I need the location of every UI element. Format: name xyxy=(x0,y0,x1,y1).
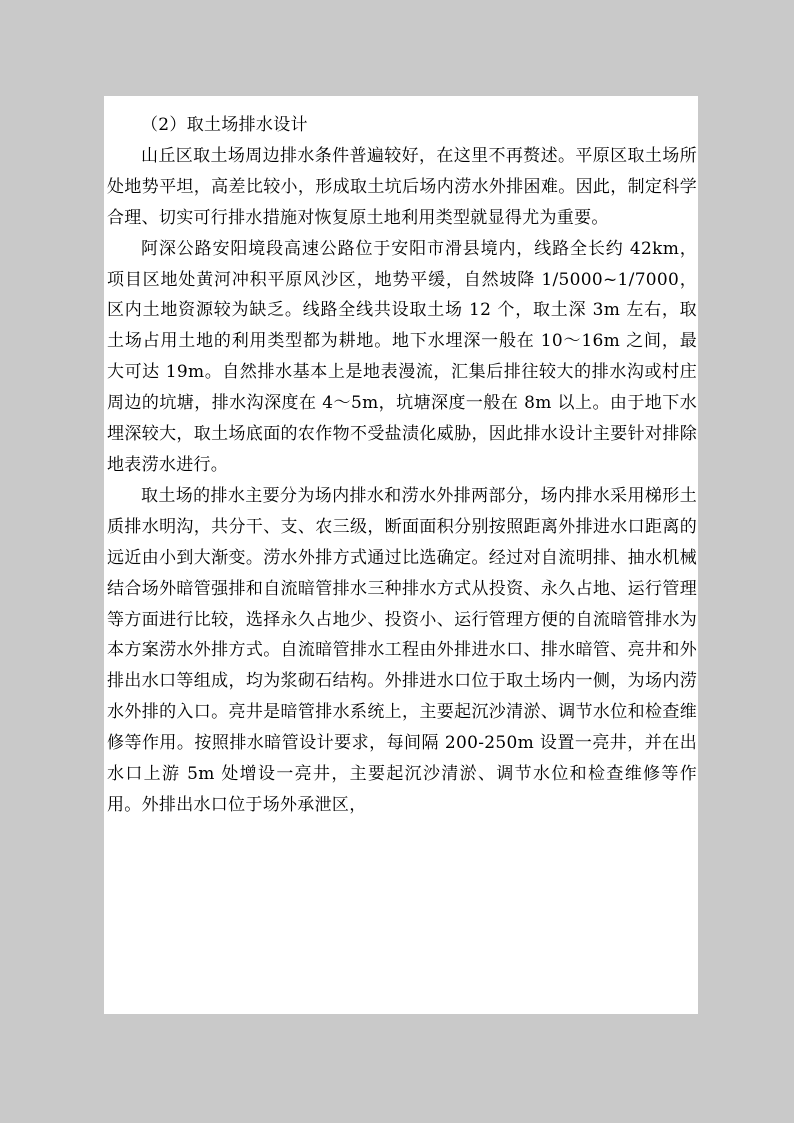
paragraph-2: 阿深公路安阳境段高速公路位于安阳市滑县境内，线路全长约 42km，项目区地处黄河冲积平原风沙区，地势平缓，自然坡降 1/5000~1/7000，区内土地资源较为缺乏。线路全线共设取土场 12 个，取土深 3m 左右，取土场占用土地的利用类型都为耕地。地下水埋深一般在 10～16m 之间，最大可达 19m。自然排水基本上是地表漫流，汇集后排往较大的排水沟或村庄周边的坑塘，排水沟深度在 4～5m，坑塘深度一般在 8m 以上。由于地下水埋深较大，取土场底面的农作物不受盐渍化威胁，因此排水设计主要针对排除地表涝水进行。 xyxy=(107,238,697,475)
document-body xyxy=(107,110,697,821)
paragraph-1: 山丘区取土场周边排水条件普遍较好，在这里不再赘述。平原区取土场所处地势平坦，高差比较小，形成取土坑后场内涝水外排困难。因此，制定科学合理、切实可行排水措施对恢复原土地利用类型就显得尤为重要。 xyxy=(107,145,697,228)
paragraph-3: 取土场的排水主要分为场内排水和涝水外排两部分，场内排水采用梯形土质排水明沟，共分干、支、农三级，断面面积分别按照距离外排进水口距离的远近由小到大渐变。涝水外排方式通过比选确定。经过对自流明排、抽水机械结合场外暗管强排和自流暗管排水三种排水方式从投资、永久占地、运行管理等方面进行比较，选择永久占地少、投资小、运行管理方便的自流暗管排水为本方案涝水外排方式。自流暗管排水工程由外排进水口、排水暗管、亮井和外排出水口等组成，均为浆砌石结构。外排进水口位于取土场内一侧，为场内涝水外排的入口。亮井是暗管排水系统上，主要起沉沙清淤、调节水位和检查维修等作用。按照排水暗管设计要求，每间隔 200-250m 设置一亮井，并在出水口上游 5m 处增设一亮井，主要起沉沙清淤、调节水位和检查维修等作用。外排出水口位于场外承泄区， xyxy=(107,485,697,815)
document-page xyxy=(104,96,698,1014)
section-heading: （2）取土场排水设计 xyxy=(141,115,308,135)
